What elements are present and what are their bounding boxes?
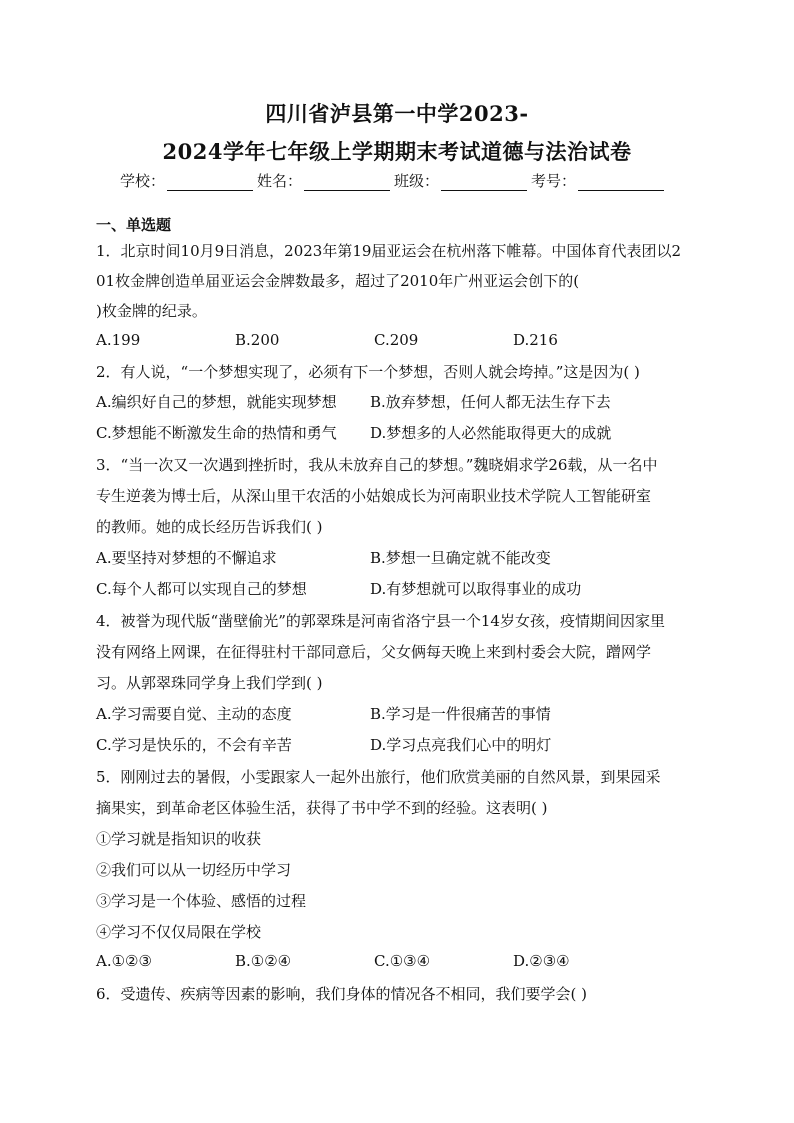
question-5-statement-2: ②我们可以从一切经历中学习 — [96, 861, 292, 879]
question-4-options-row-2 — [96, 734, 696, 755]
question-1-option-c: C.209 — [374, 331, 419, 349]
question-3-option-c: C.每个人都可以实现自己的梦想 — [96, 580, 307, 598]
question-5-line-1: 5．刚刚过去的暑假，小雯跟家人一起外出旅行，他们欣赏美丽的自然风景，到果园采 — [96, 768, 661, 786]
question-3-line-3: 的教师。她的成长经历告诉我们( ) — [96, 518, 323, 536]
question-1-line-3: )枚金牌的纪录。 — [96, 302, 207, 320]
question-4-options-row-1 — [96, 703, 696, 724]
question-1-option-b: B.200 — [235, 331, 280, 349]
question-4-line-1: 4．被誉为现代版“凿壁偷光”的郭翠珠是河南省洛宁县一个14岁女孩，疫情期间因家里 — [96, 612, 665, 630]
question-1-line-1: 1．北京时间10月9日消息，2023年第19届亚运会在杭州落下帷幕。中国体育代表团以2 — [96, 242, 681, 260]
question-5-statement-4: ④学习不仅仅局限在学校 — [96, 923, 262, 941]
question-3-option-a: A.要坚持对梦想的不懈追求 — [96, 549, 277, 567]
exam-number-blank[interactable] — [578, 174, 664, 191]
question-1-option-a: A.199 — [96, 331, 141, 349]
question-3-option-d: D.有梦想就可以取得事业的成功 — [370, 580, 582, 598]
exam-title-line-2: 2024学年七年级上学期期末考试道德与法治试卷 — [162, 139, 632, 164]
question-1-line-2: 01枚金牌创造单届亚运会金牌数最多，超过了2010年广州亚运会创下的( — [96, 272, 580, 290]
question-4-option-b: B.学习是一件很痛苦的事情 — [370, 705, 551, 723]
question-5-options — [96, 952, 696, 970]
question-5-statement-3: ③学习是一个体验、感悟的过程 — [96, 892, 307, 910]
question-1-options — [96, 331, 696, 349]
question-2-option-c: C.梦想能不断激发生命的热情和勇气 — [96, 424, 337, 442]
exam-title-line-1: 四川省泸县第一中学2023- — [265, 101, 529, 126]
question-2-option-d: D.梦想多的人必然能取得更大的成就 — [370, 424, 612, 442]
class-blank[interactable] — [441, 174, 527, 191]
exam-number-label: 考号： — [531, 172, 577, 190]
question-2-line-1: 2．有人说，“一个梦想实现了，必须有下一个梦想，否则人就会垮掉。”这是因为( ) — [96, 363, 640, 381]
question-4-option-c: C.学习是快乐的，不会有辛苦 — [96, 736, 292, 754]
question-4-line-2: 没有网络上网课，在征得驻村干部同意后，父女俩每天晚上来到村委会大院，蹭网学 — [96, 643, 652, 661]
question-4-option-a: A.学习需要自觉、主动的态度 — [96, 705, 292, 723]
class-label: 班级： — [394, 172, 440, 190]
section-heading: 一、单选题 — [96, 216, 172, 234]
question-1-option-d: D.216 — [513, 331, 558, 349]
question-5-line-2: 摘果实，到革命老区体验生活，获得了书中学不到的经验。这表明( ) — [96, 799, 548, 817]
question-6-line-1: 6．受遗传、疾病等因素的影响，我们身体的情况各不相同，我们要学会( ) — [96, 985, 588, 1003]
question-2-options-row-2 — [96, 422, 696, 443]
name-label: 姓名： — [257, 172, 303, 190]
question-5-option-a: A.①②③ — [96, 952, 152, 970]
name-blank[interactable] — [304, 174, 390, 191]
question-3-options-row-1 — [96, 547, 696, 568]
school-label: 学校： — [120, 172, 166, 190]
question-5-option-d: D.②③④ — [513, 952, 570, 970]
question-3-line-1: 3．“当一次又一次遇到挫折时，我从未放弃自己的梦想。”魏晓娟求学26载，从一名中 — [96, 456, 658, 474]
question-5-statement-1: ①学习就是指知识的收获 — [96, 830, 262, 848]
question-2-options-row-1 — [96, 391, 696, 412]
question-4-option-d: D.学习点亮我们心中的明灯 — [370, 736, 552, 754]
question-3-option-b: B.梦想一旦确定就不能改变 — [370, 549, 551, 567]
question-5-option-b: B.①②④ — [235, 952, 292, 970]
question-4-line-3: 习。从郭翠珠同学身上我们学到( ) — [96, 674, 323, 692]
question-3-options-row-2 — [96, 578, 696, 599]
school-blank[interactable] — [167, 174, 253, 191]
question-3-line-2: 专生逆袭为博士后，从深山里干农活的小姑娘成长为河南职业技术学院人工智能研室 — [96, 487, 652, 505]
question-2-option-b: B.放弃梦想，任何人都无法生存下去 — [370, 393, 611, 411]
student-info-row — [120, 170, 680, 191]
question-5-option-c: C.①③④ — [374, 952, 431, 970]
question-2-option-a: A.编织好自己的梦想，就能实现梦想 — [96, 393, 337, 411]
